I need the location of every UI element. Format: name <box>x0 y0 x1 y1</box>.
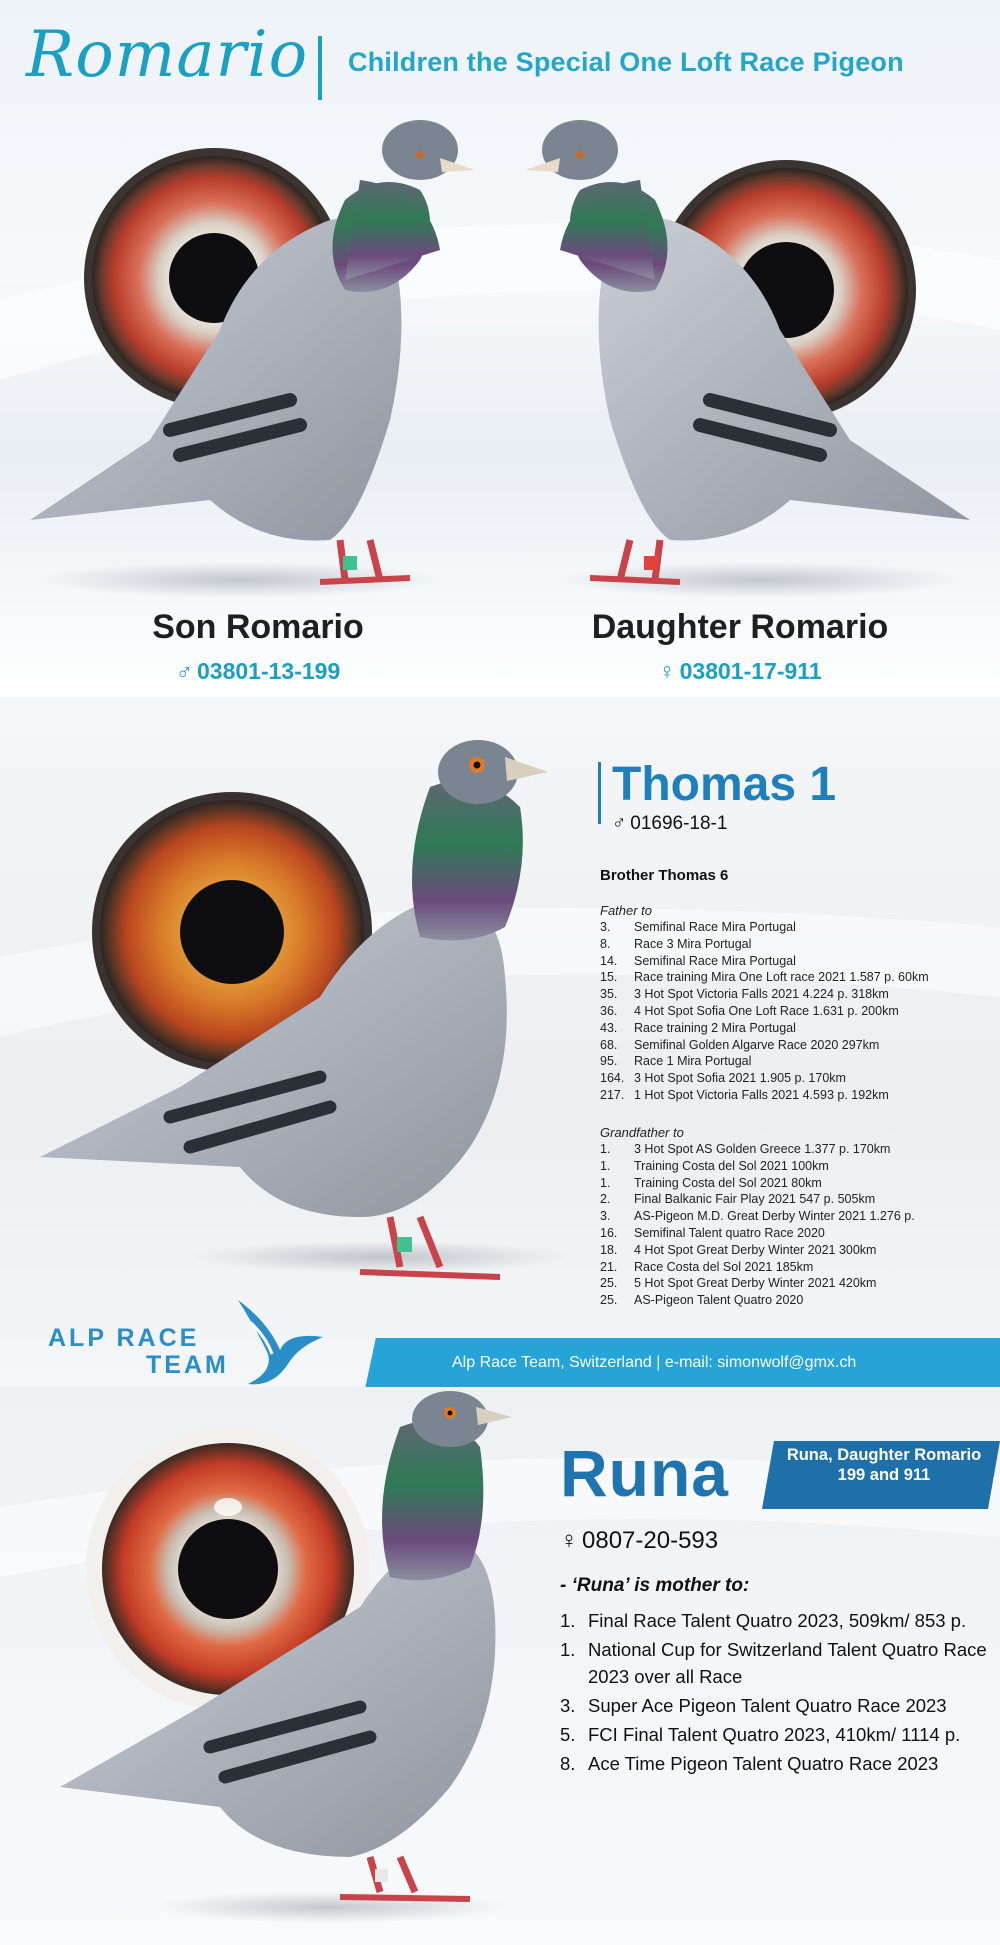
result-text: Final Race Talent Quatro 2023, 509km/ 853 p. <box>588 1610 967 1631</box>
result-text: 3 Hot Spot AS Golden Greece 1.377 p. 170km <box>634 1142 891 1156</box>
grandfather-results-list <box>600 1141 915 1309</box>
runa-ring <box>560 1527 718 1555</box>
result-text: 3 Hot Spot Victoria Falls 2021 4.224 p. 318km <box>634 987 889 1002</box>
result-text: Race Costa del Sol 2021 185km <box>634 1259 814 1274</box>
result-text: Training Costa del Sol 2021 80km <box>634 1175 822 1190</box>
result-item <box>560 1636 990 1690</box>
thomas-ring-number: 01696-18-1 <box>630 813 728 834</box>
result-text: National Cup for Switzerland Talent Quatro Race 2023 over all Race <box>588 1639 987 1687</box>
result-rank: 5. <box>560 1724 576 1745</box>
result-item <box>600 1053 929 1070</box>
result-text: Final Balkanic Fair Play 2021 547 p. 505km <box>634 1192 876 1207</box>
dove-icon <box>228 1292 328 1387</box>
result-rank: 35. <box>600 987 618 1002</box>
result-rank: 3. <box>560 1695 576 1716</box>
result-item <box>600 986 929 1003</box>
son-ring <box>68 658 448 685</box>
result-item <box>600 1158 915 1175</box>
result-rank: 8. <box>560 1753 576 1774</box>
result-item <box>600 919 929 936</box>
result-item <box>600 1275 915 1292</box>
father-to-label: Father to <box>600 903 653 918</box>
result-rank: 14. <box>600 953 618 968</box>
romario-brand-title: Romario <box>26 18 309 92</box>
result-item <box>560 1607 990 1634</box>
result-text: Ace Time Pigeon Talent Quatro Race 2023 <box>588 1753 939 1774</box>
father-results-list <box>600 919 929 1104</box>
result-item <box>600 1259 915 1276</box>
result-text: Semifinal Race Mira Portugal <box>634 920 796 934</box>
son-ring-number: 03801-13-199 <box>197 658 341 684</box>
result-item <box>600 936 929 953</box>
result-item <box>560 1692 990 1719</box>
result-item <box>560 1750 990 1777</box>
logo-text-line2: TEAM <box>146 1351 229 1379</box>
mother-to-label: - ‘Runa’ is mother to: <box>560 1575 750 1596</box>
result-rank: 16. <box>600 1225 618 1240</box>
header-divider <box>318 36 322 100</box>
result-item <box>600 1175 915 1192</box>
result-rank: 1. <box>600 1175 611 1190</box>
result-text: Race training 2 Mira Portugal <box>634 1020 796 1035</box>
result-rank: 1. <box>600 1142 611 1156</box>
runa-panel <box>0 1387 1000 1945</box>
result-text: 4 Hot Spot Great Derby Winter 2021 300km <box>634 1242 877 1257</box>
result-item <box>600 1070 929 1087</box>
thomas-ring <box>612 813 727 835</box>
result-item <box>600 1292 915 1309</box>
result-rank: 36. <box>600 1003 618 1018</box>
result-rank: 1. <box>560 1610 576 1631</box>
daughter-ring-number: 03801-17-911 <box>679 658 822 684</box>
result-text: Race 3 Mira Portugal <box>634 936 752 951</box>
result-item <box>600 969 929 986</box>
runa-tag-text: Runa, Daughter Romario 199 and 911 <box>786 1446 982 1484</box>
runa-ring-number: 0807-20-593 <box>582 1527 719 1554</box>
result-rank: 3. <box>600 1209 611 1224</box>
result-rank: 1. <box>600 1158 611 1173</box>
grandfather-to-label: Grandfather to <box>600 1125 684 1140</box>
result-text: Semifinal Talent quatro Race 2020 <box>634 1225 825 1240</box>
result-rank: 68. <box>600 1037 618 1052</box>
romario-children-panel <box>0 0 1000 697</box>
result-text: Super Ace Pigeon Talent Quatro Race 2023 <box>588 1695 947 1716</box>
thomas-name: Thomas 1 <box>612 758 837 811</box>
result-rank: 95. <box>600 1054 618 1069</box>
result-text: FCI Final Talent Quatro 2023, 410km/ 1114 p. <box>588 1724 961 1745</box>
result-text: Race training Mira One Loft race 2021 1.587 p. 60km <box>634 970 929 985</box>
result-rank: 18. <box>600 1242 618 1257</box>
result-item <box>560 1721 990 1748</box>
result-rank: 25. <box>600 1276 618 1291</box>
result-rank: 21. <box>600 1259 618 1274</box>
result-text: 1 Hot Spot Victoria Falls 2021 4.593 p. 192km <box>634 1087 889 1102</box>
result-item <box>600 1242 915 1259</box>
result-rank: 217. <box>600 1087 625 1102</box>
result-rank: 25. <box>600 1293 618 1308</box>
result-rank: 8. <box>600 936 611 951</box>
result-item <box>600 1208 915 1225</box>
result-rank: 43. <box>600 1020 618 1035</box>
female-symbol-icon: ♀ <box>560 1527 578 1554</box>
result-text: 4 Hot Spot Sofia One Loft Race 1.631 p. 200km <box>634 1003 899 1018</box>
title-divider <box>598 762 601 824</box>
result-text: Semifinal Golden Algarve Race 2020 297km <box>634 1037 880 1052</box>
result-item <box>600 953 929 970</box>
result-item <box>600 1191 915 1208</box>
result-rank: 15. <box>600 970 618 985</box>
result-text: Semifinal Race Mira Portugal <box>634 953 796 968</box>
daughter-ring <box>550 658 930 685</box>
result-item <box>600 1087 929 1104</box>
romario-children-artwork <box>0 0 1000 697</box>
result-text: Race 1 Mira Portugal <box>634 1054 752 1069</box>
result-text: 5 Hot Spot Great Derby Winter 2021 420km <box>634 1276 877 1291</box>
alp-race-team-logo <box>48 1325 229 1379</box>
logo-text-line1: ALP RACE <box>48 1324 200 1352</box>
result-item <box>600 1037 929 1054</box>
runa-name: Runa <box>560 1436 729 1510</box>
daughter-name: Daughter Romario <box>591 608 889 646</box>
result-rank: 1. <box>560 1639 576 1660</box>
son-name: Son Romario <box>152 608 364 646</box>
result-item <box>600 1141 915 1158</box>
result-item <box>600 1020 929 1037</box>
female-symbol-icon: ♀ <box>658 658 676 684</box>
result-text: 3 Hot Spot Sofia 2021 1.905 p. 170km <box>634 1071 846 1086</box>
male-symbol-icon: ♂ <box>612 813 627 834</box>
result-text: Training Costa del Sol 2021 100km <box>634 1158 829 1173</box>
result-rank: 164. <box>600 1071 625 1086</box>
result-item <box>600 1225 915 1242</box>
male-symbol-icon: ♂ <box>175 658 193 684</box>
runa-results-list <box>560 1607 990 1779</box>
result-text: AS-Pigeon M.D. Great Derby Winter 2021 1.276 p. <box>634 1209 915 1224</box>
contact-info: Alp Race Team, Switzerland | e-mail: simonwolf@gmx.ch <box>452 1354 857 1371</box>
result-text: AS-Pigeon Talent Quatro 2020 <box>634 1293 804 1308</box>
header-subtitle: Children the Special One Loft Race Pigeon <box>348 47 904 77</box>
result-item <box>600 1003 929 1020</box>
thomas-1-panel <box>0 697 1000 1387</box>
brother-label: Brother Thomas 6 <box>600 867 729 884</box>
result-rank: 2. <box>600 1192 611 1207</box>
result-rank: 3. <box>600 920 611 934</box>
